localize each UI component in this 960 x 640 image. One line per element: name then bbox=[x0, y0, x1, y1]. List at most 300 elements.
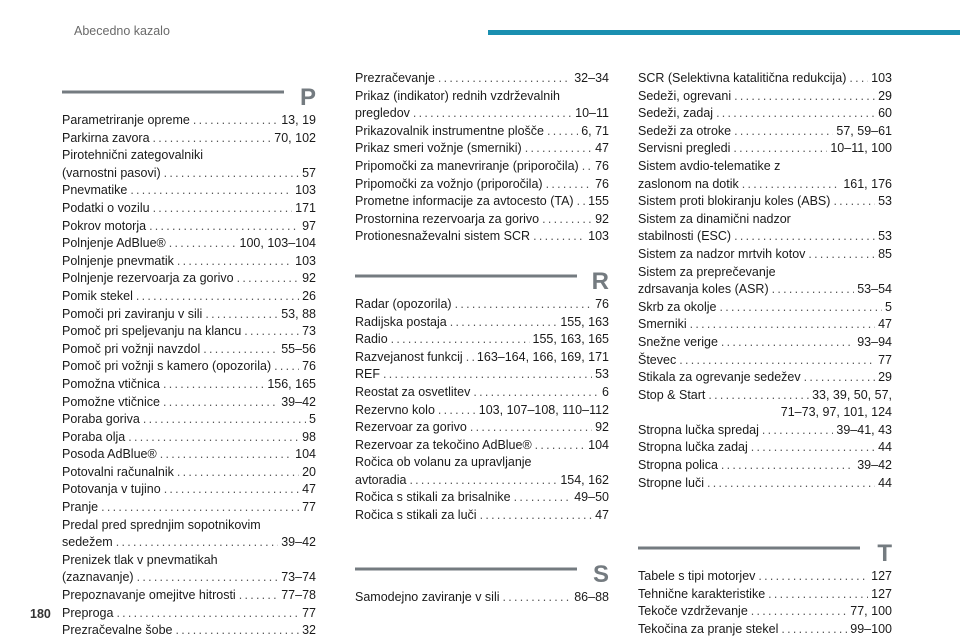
dot-leader bbox=[143, 411, 306, 429]
page-header-title: Abecedno kazalo bbox=[74, 24, 170, 38]
index-entry-term: stabilnosti (ESC) bbox=[638, 229, 732, 244]
index-entry-pages: 26 bbox=[302, 288, 316, 303]
index-entry-term: avtoradia bbox=[355, 472, 407, 487]
dot-leader bbox=[160, 446, 292, 464]
index-entry-term: Pomoč pri speljevanju na klancu bbox=[62, 324, 242, 339]
index-entry-term: Poraba olja bbox=[62, 429, 126, 444]
dot-leader bbox=[205, 306, 278, 324]
index-entry-term: Sistem za nadzor mrtvih kotov bbox=[638, 246, 806, 261]
index-entry bbox=[355, 211, 609, 229]
index-entry-term: Sistem proti blokiranju koles (ABS) bbox=[638, 194, 831, 209]
dot-leader bbox=[804, 369, 875, 387]
index-entry-pages: 97 bbox=[302, 218, 316, 233]
index-entry-term: Pomožne vtičnice bbox=[62, 394, 160, 409]
index-entry-pages: 53 bbox=[878, 194, 892, 209]
index-entry-term: Radar (opozorila) bbox=[355, 296, 452, 311]
index-column-1 bbox=[62, 76, 316, 640]
index-entry-pages: 29 bbox=[878, 370, 892, 385]
index-entry-pages: 55–56 bbox=[281, 341, 316, 356]
index-entry-term-line: Sistem za preprečevanje bbox=[638, 264, 776, 279]
index-entry-pages: 53 bbox=[878, 229, 892, 244]
index-entry-term-line: Sistem za dinamični nadzor bbox=[638, 211, 791, 226]
index-entry-term: Stropna lučka spredaj bbox=[638, 422, 759, 437]
index-entry-term: Prezračevanje bbox=[355, 71, 435, 85]
index-entry-term: Pomoč pri vožnji navzdol bbox=[62, 341, 201, 356]
section-letter: P bbox=[299, 84, 316, 111]
index-entry-pages: 99–100 bbox=[850, 622, 892, 637]
section-header-p bbox=[62, 76, 316, 111]
index-entry-term: Smerniki bbox=[638, 317, 687, 332]
index-entry bbox=[355, 228, 609, 246]
dot-leader bbox=[163, 376, 264, 394]
index-entry-pages: 93–94 bbox=[857, 334, 892, 349]
index-entry-term: Pripomočki za vožnjo (priporočila) bbox=[355, 176, 543, 191]
index-entry-pages: 103 bbox=[295, 253, 316, 268]
index-entry bbox=[638, 422, 892, 440]
index-entry bbox=[638, 586, 892, 604]
index-entry-pages: 86–88 bbox=[574, 589, 609, 604]
dot-leader bbox=[742, 176, 841, 194]
index-entry-pages: 127 bbox=[871, 586, 892, 601]
index-entry-term: Prometne informacije za avtocesto (TA) bbox=[355, 194, 574, 209]
index-entry-pages: 6, 71 bbox=[581, 123, 609, 138]
index-entry-term: Potovanja v tujino bbox=[62, 482, 161, 497]
page-header-bar bbox=[488, 30, 960, 35]
dot-leader bbox=[577, 193, 586, 211]
index-entry-term-line: Ročica ob volanu za upravljanje bbox=[355, 455, 532, 470]
index-entry-term: Poraba goriva bbox=[62, 412, 140, 427]
dot-leader bbox=[163, 394, 278, 412]
index-entry bbox=[638, 299, 892, 317]
index-entry-pages: 60 bbox=[878, 106, 892, 121]
index-entry-pages: 77, 100 bbox=[850, 604, 892, 619]
index-entry-pages: 33, 39, 50, 57, bbox=[812, 387, 892, 402]
index-entry-term: Tehnične karakteristike bbox=[638, 586, 766, 601]
index-entry bbox=[638, 457, 892, 475]
dot-leader bbox=[808, 246, 875, 264]
index-entry-term: Rezervno kolo bbox=[355, 402, 435, 417]
index-entry-term: Števec bbox=[638, 352, 677, 367]
dot-leader bbox=[751, 603, 848, 621]
index-entry-term: Rezervoar za gorivo bbox=[355, 420, 467, 435]
index-entry-pages-cont: 71–73, 97, 101, 124 bbox=[780, 405, 892, 420]
dot-leader bbox=[164, 481, 299, 499]
index-entry-term: Tekoče vzdrževanje bbox=[638, 604, 748, 619]
dot-leader bbox=[177, 464, 299, 482]
section-rule bbox=[638, 547, 860, 550]
dot-leader bbox=[116, 534, 279, 552]
dot-leader bbox=[542, 211, 592, 229]
index-entry-term: (varnostni pasovi) bbox=[62, 165, 161, 180]
index-entry-pages: 47 bbox=[302, 482, 316, 497]
index-entry bbox=[62, 358, 316, 376]
dot-leader bbox=[707, 475, 875, 493]
dot-leader bbox=[547, 123, 578, 141]
index-entry-term: Polnjenje AdBlue® bbox=[62, 236, 166, 251]
index-entry-term: Pokrov motorja bbox=[62, 218, 147, 233]
index-entry-term-line: Predal pred sprednjim sopotnikovim bbox=[62, 517, 261, 532]
index-entry-pages: 6 bbox=[602, 384, 609, 399]
index-entry bbox=[355, 70, 609, 88]
dot-leader bbox=[153, 130, 272, 148]
index-entry bbox=[62, 182, 316, 200]
index-entry bbox=[355, 589, 609, 607]
dot-leader bbox=[169, 235, 237, 253]
index-entry-pages: 76 bbox=[595, 296, 609, 311]
index-entry-term: Pranje bbox=[62, 500, 99, 515]
dot-leader bbox=[734, 123, 833, 141]
dot-leader bbox=[781, 621, 847, 639]
index-entry-term: sedežem bbox=[62, 535, 113, 550]
index-entry-term: Sedeži za otroke bbox=[638, 123, 732, 138]
index-entry-pages: 76 bbox=[302, 359, 316, 374]
dot-leader bbox=[772, 281, 855, 299]
index-entry bbox=[62, 587, 316, 605]
dot-leader bbox=[546, 176, 593, 194]
index-entry bbox=[355, 507, 609, 525]
index-entry-pages: 161, 176 bbox=[843, 176, 892, 191]
index-entry-term: Pomik stekel bbox=[62, 288, 133, 303]
dot-leader bbox=[768, 586, 868, 604]
dot-leader bbox=[762, 422, 833, 440]
index-entry bbox=[62, 376, 316, 394]
dot-leader bbox=[177, 253, 292, 271]
dot-leader bbox=[734, 88, 875, 106]
index-entry-term: Sedeži, ogrevani bbox=[638, 88, 732, 103]
index-entry bbox=[355, 296, 609, 314]
index-entry-pages: 163–164, 166, 169, 171 bbox=[476, 349, 609, 364]
dot-leader bbox=[450, 314, 558, 332]
index-entry bbox=[355, 314, 609, 332]
index-entry-pages: 47 bbox=[595, 141, 609, 156]
section-rule bbox=[62, 91, 284, 94]
index-entry bbox=[62, 394, 316, 412]
dot-leader bbox=[175, 622, 299, 640]
index-entry-term: Preproga bbox=[62, 605, 114, 620]
dot-leader bbox=[525, 140, 592, 158]
index-entry-pages: 49–50 bbox=[574, 490, 609, 505]
index-entry bbox=[62, 517, 316, 552]
index-entry bbox=[638, 475, 892, 493]
index-entry-term: Protionesnaževalni sistem SCR bbox=[355, 229, 531, 244]
index-entry bbox=[638, 246, 892, 264]
index-entry-pages: 53–54 bbox=[857, 282, 892, 297]
index-entry bbox=[638, 439, 892, 457]
dot-leader bbox=[136, 288, 299, 306]
index-entry-term: Razvejanost funkcij bbox=[355, 349, 463, 364]
index-entry-pages: 39–42 bbox=[281, 394, 316, 409]
page-number: 180 bbox=[30, 607, 51, 621]
index-entry-term: Radijska postaja bbox=[355, 314, 447, 329]
index-entry bbox=[355, 88, 609, 123]
index-entry-term: REF bbox=[355, 367, 380, 382]
section-header-r bbox=[355, 260, 609, 295]
index-entry-pages: 100, 103–104 bbox=[239, 236, 316, 251]
dot-leader bbox=[716, 105, 875, 123]
index-entry bbox=[62, 464, 316, 482]
index-entry-pages: 5 bbox=[309, 412, 316, 427]
index-entry-pages: 98 bbox=[302, 429, 316, 444]
index-entry bbox=[62, 411, 316, 429]
index-entry-term-line: Prikaz (indikator) rednih vzdrževalnih bbox=[355, 88, 560, 103]
index-entry-term: Snežne verige bbox=[638, 334, 718, 349]
dot-leader bbox=[203, 341, 278, 359]
index-entry-pages: 85 bbox=[878, 246, 892, 261]
index-entry-pages: 20 bbox=[302, 464, 316, 479]
index-entry-pages: 70, 102 bbox=[274, 130, 316, 145]
index-entry bbox=[638, 140, 892, 158]
dot-leader bbox=[473, 384, 599, 402]
dot-leader bbox=[128, 429, 299, 447]
index-entry-term: Prikaz smeri vožnje (smerniki) bbox=[355, 141, 522, 156]
index-entry-pages: 154, 162 bbox=[560, 472, 609, 487]
index-entry-pages: 57, 59–61 bbox=[836, 123, 892, 138]
index-entry bbox=[62, 605, 316, 623]
index-entry-term: Prezračevalne šobe bbox=[62, 623, 173, 638]
index-entry-term: Samodejno zaviranje v sili bbox=[355, 589, 500, 604]
index-entry bbox=[638, 316, 892, 334]
index-entry-pages: 32 bbox=[302, 623, 316, 638]
index-entry-term: Tabele s tipi motorjev bbox=[638, 569, 756, 584]
index-entry-term: Pomoči pri zaviranju v sili bbox=[62, 306, 203, 321]
index-entry-term: zaslonom na dotik bbox=[638, 176, 739, 191]
index-entry-pages: 77 bbox=[878, 352, 892, 367]
dot-leader bbox=[244, 323, 299, 341]
dot-leader bbox=[274, 358, 299, 376]
index-entry-term: Stropna lučka zadaj bbox=[638, 440, 748, 455]
index-entry-pages: 73–74 bbox=[281, 570, 316, 585]
index-entry-term: SCR (Selektivna katalitična redukcija) bbox=[638, 71, 847, 85]
index-entry bbox=[638, 621, 892, 639]
index-entry-term: Stikala za ogrevanje sedežev bbox=[638, 370, 801, 385]
index-entry bbox=[62, 270, 316, 288]
dot-leader bbox=[116, 605, 299, 623]
index-entry bbox=[638, 211, 892, 246]
index-entry bbox=[638, 105, 892, 123]
dot-leader bbox=[193, 112, 278, 130]
index-entry bbox=[638, 603, 892, 621]
dot-leader bbox=[758, 568, 868, 586]
index-entry-pages: 155, 163, 165 bbox=[532, 332, 609, 347]
index-entry bbox=[62, 112, 316, 130]
index-entry bbox=[62, 446, 316, 464]
index-entry-term: Prikazovalnik instrumentne plošče bbox=[355, 123, 544, 138]
dot-leader bbox=[833, 193, 875, 211]
dot-leader bbox=[438, 70, 571, 88]
index-entry bbox=[355, 489, 609, 507]
dot-leader bbox=[721, 334, 854, 352]
index-entry-pages: 92 bbox=[302, 271, 316, 286]
index-entry bbox=[355, 123, 609, 141]
section-header-s bbox=[355, 553, 609, 588]
index-entry bbox=[355, 331, 609, 349]
index-entry bbox=[638, 334, 892, 352]
index-column-3 bbox=[638, 70, 892, 639]
index-entry-pages: 92 bbox=[595, 420, 609, 435]
dot-leader bbox=[470, 419, 592, 437]
index-entry-pages: 76 bbox=[595, 158, 609, 173]
index-entry-term: Stropne luči bbox=[638, 475, 705, 490]
dot-leader bbox=[237, 270, 299, 288]
index-entry bbox=[355, 402, 609, 420]
index-entry-term: Parkirna zavora bbox=[62, 130, 150, 145]
index-entry bbox=[638, 369, 892, 387]
index-entry-pages: 127 bbox=[871, 569, 892, 584]
index-entry bbox=[62, 130, 316, 148]
dot-leader bbox=[690, 316, 875, 334]
index-entry bbox=[355, 176, 609, 194]
index-entry bbox=[62, 499, 316, 517]
index-entry bbox=[638, 158, 892, 193]
dot-leader bbox=[514, 489, 572, 507]
index-entry-pages: 104 bbox=[588, 437, 609, 452]
index-entry bbox=[62, 235, 316, 253]
index-entries-t bbox=[638, 568, 892, 638]
index-entry-pages: 155, 163 bbox=[560, 314, 609, 329]
index-entry bbox=[355, 419, 609, 437]
index-entry-term: Polnjenje rezervoarja za gorivo bbox=[62, 271, 234, 286]
dot-leader bbox=[582, 158, 592, 176]
index-entry-pages: 39–42 bbox=[857, 458, 892, 473]
index-entry-pages: 57 bbox=[302, 165, 316, 180]
index-entry-pages: 47 bbox=[878, 317, 892, 332]
index-entry-pages: 156, 165 bbox=[267, 376, 316, 391]
index-entry bbox=[62, 218, 316, 236]
dot-leader bbox=[153, 200, 293, 218]
index-entry-pages: 171 bbox=[295, 200, 316, 215]
index-entry bbox=[62, 341, 316, 359]
index-entry-pages: 53 bbox=[595, 367, 609, 382]
index-entry-term: Stropna polica bbox=[638, 458, 718, 473]
section-letter: R bbox=[591, 267, 609, 295]
dot-leader bbox=[455, 296, 593, 314]
dot-leader bbox=[164, 165, 299, 183]
index-entry bbox=[638, 88, 892, 106]
dot-leader bbox=[130, 182, 292, 200]
index-entry bbox=[62, 253, 316, 271]
index-entry bbox=[355, 140, 609, 158]
index-entry-term: Skrb za okolje bbox=[638, 299, 717, 314]
index-entry-term: zdrsavanja koles (ASR) bbox=[638, 282, 769, 297]
dot-leader bbox=[751, 439, 875, 457]
index-entry bbox=[62, 200, 316, 218]
index-entry-term: Pomožna vtičnica bbox=[62, 376, 160, 391]
index-entry bbox=[638, 123, 892, 141]
index-entry bbox=[62, 306, 316, 324]
index-entry-pages: 32–34 bbox=[574, 71, 609, 85]
index-entry-term: Prepoznavanje omejitve hitrosti bbox=[62, 588, 236, 603]
index-entry-term: Servisni pregledi bbox=[638, 141, 731, 156]
index-entries-p bbox=[62, 112, 316, 640]
index-entry-pages: 44 bbox=[878, 475, 892, 490]
dot-leader bbox=[708, 387, 809, 405]
index-entry bbox=[62, 481, 316, 499]
index-entry bbox=[355, 193, 609, 211]
index-entry-term-line: Sistem avdio-telematike z bbox=[638, 158, 781, 173]
index-entry-pages: 39–42 bbox=[281, 535, 316, 550]
dot-leader bbox=[734, 228, 875, 246]
index-entry-term: Stop & Start bbox=[638, 387, 706, 402]
index-entries-s bbox=[355, 589, 609, 607]
section-letter: T bbox=[877, 540, 892, 568]
index-entry bbox=[62, 323, 316, 341]
index-entry-pages: 29 bbox=[878, 88, 892, 103]
index-entry bbox=[62, 622, 316, 640]
index-entry-pages: 77 bbox=[302, 605, 316, 620]
dot-leader bbox=[137, 569, 279, 587]
index-entry-term: Sedeži, zadaj bbox=[638, 106, 714, 121]
index-entry bbox=[62, 288, 316, 306]
index-entry bbox=[62, 552, 316, 587]
dot-leader bbox=[409, 472, 557, 490]
index-entry bbox=[355, 384, 609, 402]
index-entry-term-line: Pirotehnični zategovalniki bbox=[62, 148, 204, 163]
section-header-t bbox=[638, 532, 892, 568]
dot-leader bbox=[679, 352, 875, 370]
index-entry-pages: 10–11, 100 bbox=[830, 141, 892, 156]
index-entry-term: Tekočina za pranje stekel bbox=[638, 622, 779, 637]
dot-leader bbox=[733, 140, 827, 158]
index-entry-term: Parametriranje opreme bbox=[62, 113, 190, 127]
index-entry-pages: 5 bbox=[885, 299, 892, 314]
dot-leader bbox=[101, 499, 299, 517]
index-entries-p-cont bbox=[355, 70, 609, 246]
index-entry-term: (zaznavanje) bbox=[62, 570, 134, 585]
dot-leader bbox=[535, 437, 585, 455]
index-entry-pages: 92 bbox=[595, 211, 609, 226]
dot-leader bbox=[413, 105, 572, 123]
index-column-2 bbox=[355, 70, 609, 606]
index-entry-pages: 155 bbox=[588, 194, 609, 209]
index-entry bbox=[638, 568, 892, 586]
index-entry-pages: 73 bbox=[302, 324, 316, 339]
index-entry-term: Posoda AdBlue® bbox=[62, 447, 157, 462]
index-entry bbox=[638, 352, 892, 370]
index-entry-term: Pripomočki za manevriranje (priporočila) bbox=[355, 158, 579, 173]
index-entry bbox=[62, 147, 316, 182]
index-entry-term: Pnevmatike bbox=[62, 183, 128, 198]
dot-leader bbox=[466, 349, 474, 367]
index-entry-pages: 77–78 bbox=[281, 588, 316, 603]
dot-leader bbox=[391, 331, 530, 349]
index-entry-pages: 77 bbox=[302, 500, 316, 515]
index-entry-pages: 47 bbox=[595, 508, 609, 523]
index-entry-pages: 103, 107–108, 110–112 bbox=[478, 402, 609, 417]
index-entry bbox=[355, 349, 609, 367]
index-entry-pages: 44 bbox=[878, 440, 892, 455]
index-entry bbox=[638, 70, 892, 88]
dot-leader bbox=[438, 402, 476, 420]
index-entry-pages: 103 bbox=[871, 71, 892, 85]
section-letter: S bbox=[592, 560, 609, 588]
index-entry-term: Polnjenje pnevmatik bbox=[62, 253, 174, 268]
index-entry bbox=[638, 387, 892, 422]
dot-leader bbox=[849, 70, 868, 88]
section-rule bbox=[355, 274, 577, 277]
index-entry-term: Potovalni računalnik bbox=[62, 464, 174, 479]
index-entry-term: Ročica s stikali za luči bbox=[355, 508, 477, 523]
index-entry-term: Pomoč pri vožnji s kamero (opozorila) bbox=[62, 359, 272, 374]
index-entry-term: Ročica s stikali za brisalnike bbox=[355, 490, 511, 505]
dot-leader bbox=[480, 507, 593, 525]
index-entry-pages: 53, 88 bbox=[281, 306, 316, 321]
dot-leader bbox=[149, 218, 299, 236]
index-entry bbox=[638, 264, 892, 299]
index-entry bbox=[355, 366, 609, 384]
dot-leader bbox=[503, 589, 572, 607]
index-entry-term: Radio bbox=[355, 332, 388, 347]
index-entry-term: Rezervoar za tekočino AdBlue® bbox=[355, 437, 532, 452]
